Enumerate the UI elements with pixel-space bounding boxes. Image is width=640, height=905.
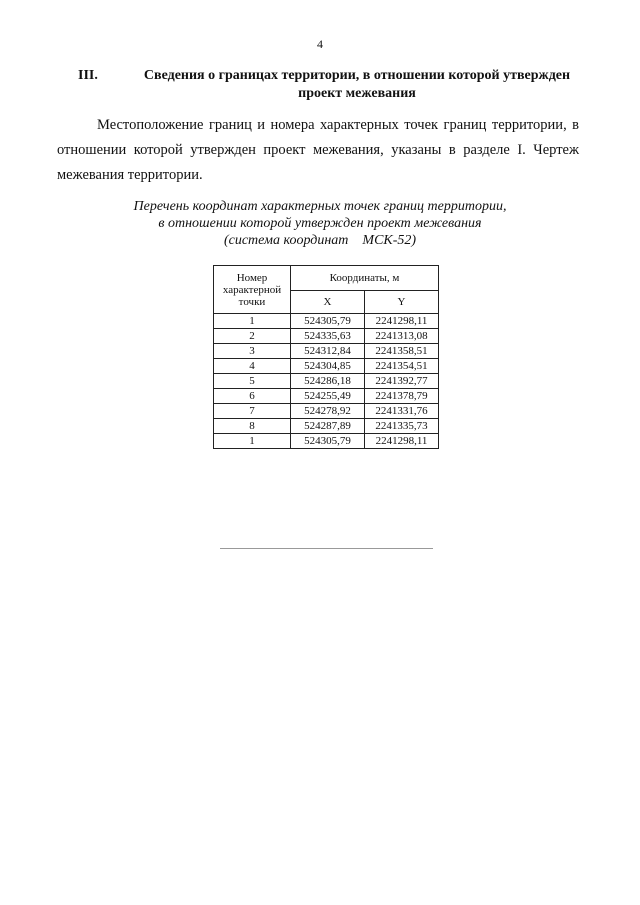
x-coordinate-cell: 524335,63 (291, 329, 365, 344)
x-coordinate-cell: 524305,79 (291, 434, 365, 449)
caption-line3: (система координат МСК-52) (223, 233, 417, 248)
y-coordinate-cell: 2241335,73 (365, 419, 439, 434)
table-row (214, 404, 439, 419)
x-coordinate-cell: 524312,84 (291, 344, 365, 359)
point-number-cell: 4 (214, 359, 291, 374)
table-row (214, 344, 439, 359)
table-row (214, 434, 439, 449)
caption-line2: в отношении которой утвержден проект межевания (158, 216, 482, 231)
y-coordinate-cell: 2241331,76 (365, 404, 439, 419)
point-number-cell: 1 (214, 314, 291, 329)
y-coordinate-cell: 2241298,11 (365, 314, 439, 329)
point-number-cell: 3 (214, 344, 291, 359)
table-row (214, 329, 439, 344)
y-coordinate-cell: 2241392,77 (365, 374, 439, 389)
y-coordinate-cell: 2241313,08 (365, 329, 439, 344)
point-number-cell: 5 (214, 374, 291, 389)
coordinates-table (213, 265, 439, 449)
y-coordinate-cell: 2241358,51 (365, 344, 439, 359)
x-coordinate-cell: 524287,89 (291, 419, 365, 434)
point-number-cell: 1 (214, 434, 291, 449)
table-caption (0, 198, 640, 249)
coordinates-table-body (214, 314, 439, 449)
footer-divider (220, 548, 433, 549)
table-row (214, 374, 439, 389)
page-number: 4 (317, 37, 323, 51)
header-coordinates: Координаты, м (291, 266, 439, 291)
section-title-line2: проект межевания (298, 86, 416, 101)
point-number-cell: 6 (214, 389, 291, 404)
point-number-cell: 7 (214, 404, 291, 419)
x-coordinate-cell: 524286,18 (291, 374, 365, 389)
x-coordinate-cell: 524304,85 (291, 359, 365, 374)
section-heading (78, 67, 598, 103)
point-number-cell: 2 (214, 329, 291, 344)
table-row (214, 314, 439, 329)
body-paragraph: Местоположение границ и номера характерных точек границ территории, в отношении которой утвержден проект межевания, указаны в разделе I. Чертеж межевания территории. (57, 117, 579, 183)
section-title-line1: Сведения о границах территории, в отношении которой утвержден (143, 68, 571, 83)
header-x: X (291, 291, 365, 314)
table-row (214, 359, 439, 374)
caption-line1: Перечень координат характерных точек границ территории, (133, 199, 507, 214)
section-number: III. (78, 68, 98, 83)
x-coordinate-cell: 524305,79 (291, 314, 365, 329)
y-coordinate-cell: 2241354,51 (365, 359, 439, 374)
table-row (214, 389, 439, 404)
point-number-cell: 8 (214, 419, 291, 434)
header-y: Y (365, 291, 439, 314)
y-coordinate-cell: 2241378,79 (365, 389, 439, 404)
header-point-number: Номер характерной точки (214, 266, 291, 314)
y-coordinate-cell: 2241298,11 (365, 434, 439, 449)
table-row (214, 419, 439, 434)
x-coordinate-cell: 524278,92 (291, 404, 365, 419)
x-coordinate-cell: 524255,49 (291, 389, 365, 404)
